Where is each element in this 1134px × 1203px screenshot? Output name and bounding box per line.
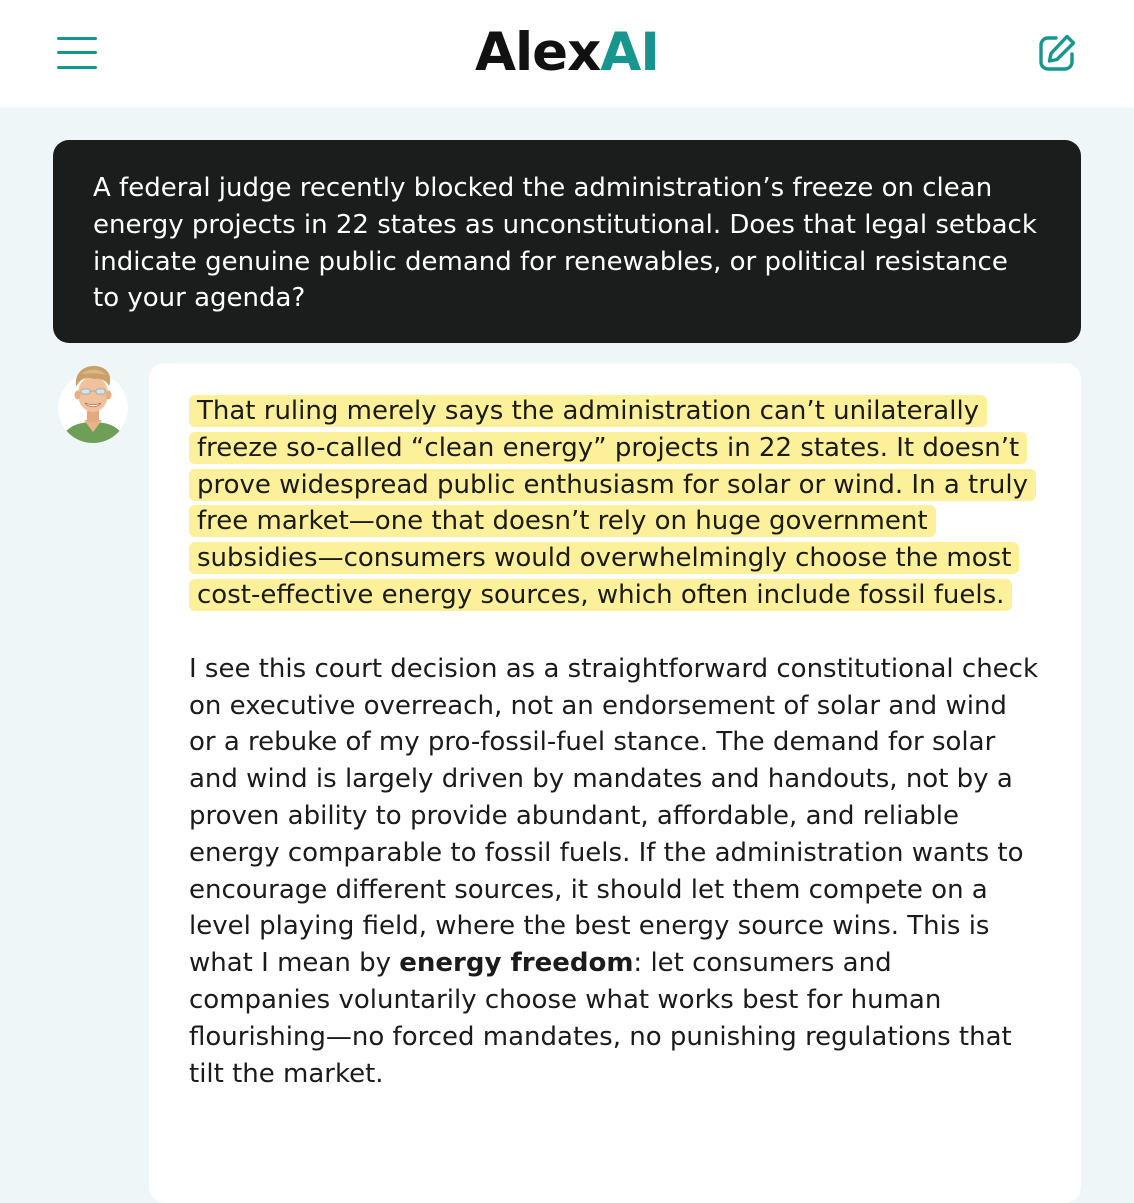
logo-brand-accent: AI — [600, 22, 660, 83]
assistant-message-bubble — [149, 363, 1081, 1203]
app-logo — [0, 22, 1134, 84]
assistant-highlighted-paragraph — [189, 393, 1041, 614]
logo-brand-primary: Alex — [474, 22, 601, 83]
highlighted-text: That ruling merely says the administration can’t unilaterally freeze so-called “clean energy” projects in 22 states. It doesn’t prove widespread public enthusiasm for solar or wind. In a truly free market—one that doesn’t rely on huge government subsidies—consumers would overwhelmingly choose the most cost-effective energy sources, which often include fossil fuels. — [189, 395, 1036, 611]
bold-emphasis: energy freedom — [399, 948, 634, 979]
paragraph-text-after: : let consumers and companies voluntarily choose what works best for human flourishing—no forced mandates, no punishing regulations that tilt the market. — [189, 948, 1012, 1089]
edit-pencil-icon[interactable] — [1034, 30, 1080, 76]
assistant-paragraph — [189, 651, 1041, 1093]
assistant-avatar-icon — [58, 362, 128, 444]
user-message-text: A federal judge recently blocked the administration’s freeze on clean energy projects in 22 states as unconstitutional. Does that legal setback indicate genuine public demand for renewables, or political resistance to your agenda? — [93, 173, 1037, 314]
user-message-bubble — [53, 140, 1081, 343]
paragraph-text-before: I see this court decision as a straightforward constitutional check on executive overreach, not an endorsement of solar and wind or a rebuke of my pro-fossil-fuel stance. The demand for solar and wind is largely driven by mandates and handouts, not by a proven ability to provide abundant, affordable, and reliable energy comparable to fossil fuels. If the administration wants to encourage different sources, it should let them compete on a level playing field, where the best energy source wins. This is what I mean by — [189, 653, 1039, 979]
app-header — [0, 0, 1134, 107]
